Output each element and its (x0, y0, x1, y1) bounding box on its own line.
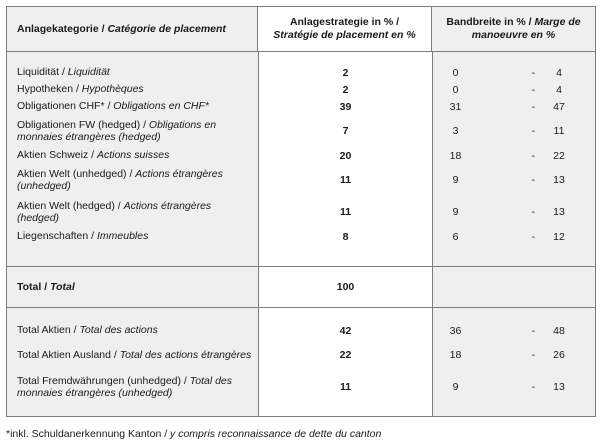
allocation-table (6, 6, 596, 417)
footnote-de: *inkl. Schuldanerkennung Kanton / (6, 428, 171, 440)
categories-section (7, 52, 595, 267)
range (433, 101, 595, 113)
table-row: Aktien Welt (unhedged) / Actions étrangères (unhedged) (17, 167, 223, 192)
total-value-cell (259, 267, 433, 307)
header-category-de: Anlagekategorie / (17, 23, 105, 35)
header-strategy-fr: Stratégie de placement en % (273, 29, 416, 41)
table-row: Obligationen CHF* / Obligations en CHF* (17, 100, 210, 113)
table-row: Hypotheken / Hypothèques (17, 83, 144, 96)
range-max: 47 (553, 100, 565, 113)
range-min: 31 (449, 100, 462, 113)
range-max: 4 (556, 83, 562, 96)
range (433, 84, 595, 96)
summary-values (259, 308, 433, 416)
range-min: 9 (452, 174, 459, 186)
summary-ranges (433, 308, 595, 416)
range-max: 22 (553, 149, 565, 162)
range-max: 12 (553, 230, 565, 243)
footnote-fr: y compris reconnaissance de dette du canton (170, 428, 382, 440)
strategy-value: 7 (342, 125, 349, 137)
summary-section (7, 308, 595, 416)
range-max: 48 (553, 324, 565, 337)
header-range-line1 (446, 16, 580, 29)
strategy-value: 2 (342, 83, 349, 96)
strategy-value: 39 (339, 100, 352, 113)
range-max: 26 (553, 349, 565, 361)
range-min: 0 (452, 83, 459, 96)
table-row: Liquidität / Liquidität (17, 66, 110, 79)
total-section (7, 267, 595, 308)
table-row: Obligationen FW (hedged) / Obligations en monnaies étrangères (hedged) (17, 118, 217, 143)
table-row: Aktien Welt (hedged) / Actions étrangères (hedged) (17, 199, 212, 224)
header-strategy-de: Anlagestrategie in % / (289, 16, 400, 28)
total-label: Total / Total (17, 280, 75, 293)
categories-ranges (433, 52, 595, 266)
range (433, 349, 595, 361)
range-min: 9 (452, 206, 459, 218)
range-dash: - (531, 100, 535, 113)
header-strategy (258, 7, 432, 51)
range-max: 13 (553, 381, 565, 393)
categories-labels (7, 52, 259, 266)
range (433, 67, 595, 79)
range-dash: - (531, 230, 535, 243)
total-range-cell (433, 267, 595, 307)
table-row: Liegenschaften / Immeubles (17, 230, 149, 243)
range-max: 13 (553, 206, 565, 218)
strategy-value: 11 (339, 174, 352, 186)
table-row: Aktien Schweiz / Actions suisses (17, 149, 170, 162)
strategy-value: 20 (339, 149, 352, 162)
summary-value: 42 (339, 324, 352, 337)
range-dash: - (531, 83, 535, 96)
table-row: Total Aktien / Total des actions (17, 324, 158, 337)
range-dash: - (531, 125, 535, 137)
range-min: 6 (452, 230, 459, 243)
total-label-cell (7, 267, 259, 307)
range (433, 381, 595, 393)
range (433, 150, 595, 162)
summary-value: 22 (339, 349, 352, 361)
range-dash: - (531, 349, 535, 361)
range-min: 18 (449, 149, 462, 162)
total-value: 100 (336, 281, 355, 293)
header-category (7, 7, 258, 51)
range-dash: - (531, 174, 535, 186)
range-min: 36 (449, 324, 462, 337)
header-range-de: Bandbreite in % / (446, 16, 532, 28)
range (433, 174, 595, 186)
strategy-value: 2 (342, 66, 349, 79)
range-max: 11 (553, 125, 565, 137)
range-min: 0 (452, 66, 459, 79)
header-range-fr1: Marge de (534, 16, 581, 28)
range-min: 9 (452, 381, 459, 393)
strategy-value: 11 (339, 206, 352, 218)
strategy-value: 8 (342, 230, 349, 243)
range (433, 231, 595, 243)
range-min: 3 (452, 125, 459, 137)
summary-labels (7, 308, 259, 416)
range-max: 13 (553, 174, 565, 186)
range (433, 206, 595, 218)
header-range-fr2: manoeuvre en % (471, 29, 556, 41)
table-row: Total Aktien Ausland / Total des actions étrangères (17, 348, 252, 361)
range-min: 18 (449, 349, 462, 361)
range-dash: - (531, 324, 535, 337)
range-dash: - (531, 381, 535, 393)
footnote (6, 428, 381, 440)
range-dash: - (531, 149, 535, 162)
range (433, 125, 595, 137)
header-range (432, 7, 595, 51)
summary-value: 11 (339, 381, 352, 393)
header-category-fr: Catégorie de placement (107, 23, 226, 35)
range-max: 4 (556, 66, 562, 79)
range-dash: - (531, 66, 535, 79)
categories-values (259, 52, 433, 266)
table-row: Total Fremdwährungen (unhedged) / Total des monnaies étrangères (unhedged) (17, 374, 233, 399)
range-dash: - (531, 206, 535, 218)
table-header (7, 7, 595, 52)
range (433, 325, 595, 337)
